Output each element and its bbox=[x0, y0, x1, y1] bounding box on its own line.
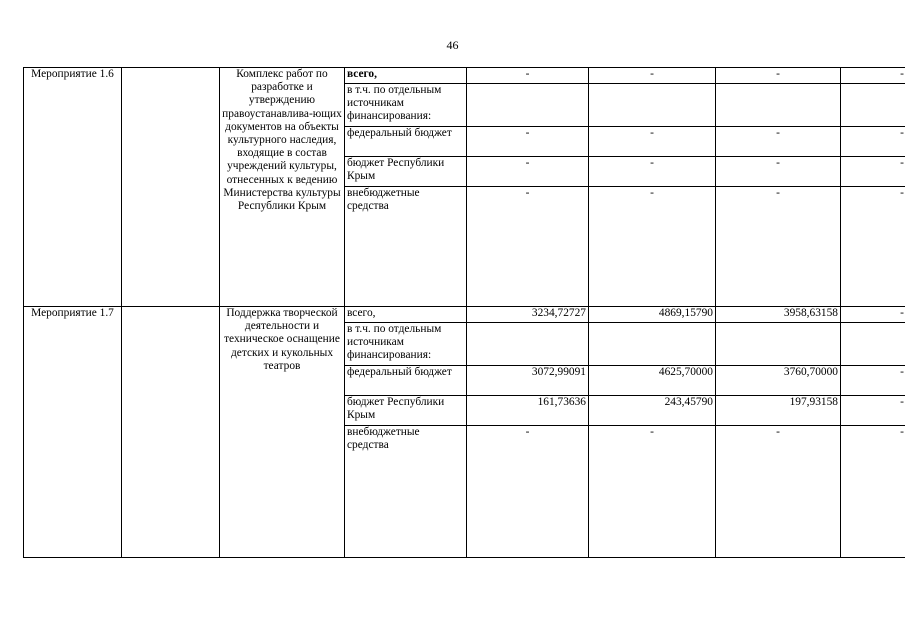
value-cell: - bbox=[716, 157, 841, 187]
value-cell: - bbox=[841, 127, 905, 157]
value-cell: 161,73636 bbox=[467, 396, 589, 426]
value-cell: - bbox=[841, 68, 905, 84]
source-label: в т.ч. по отдельным источникам финансирования: bbox=[345, 84, 467, 127]
value-cell: - bbox=[841, 426, 905, 558]
source-label: бюджет Республики Крым bbox=[345, 157, 467, 187]
value-cell: - bbox=[589, 187, 716, 307]
empty-cell bbox=[122, 68, 220, 307]
value-cell bbox=[589, 323, 716, 366]
empty-cell bbox=[122, 307, 220, 558]
value-cell bbox=[716, 84, 841, 127]
value-cell: - bbox=[841, 157, 905, 187]
value-cell: 4625,70000 bbox=[589, 366, 716, 396]
value-cell: - bbox=[589, 127, 716, 157]
source-label: бюджет Республики Крым bbox=[345, 396, 467, 426]
value-cell bbox=[467, 323, 589, 366]
source-label: федеральный бюджет bbox=[345, 366, 467, 396]
value-cell: - bbox=[841, 366, 905, 396]
value-cell: 243,45790 bbox=[589, 396, 716, 426]
table-row bbox=[24, 307, 905, 323]
source-label: в т.ч. по отдельным источникам финансирования: bbox=[345, 323, 467, 366]
value-cell: - bbox=[841, 396, 905, 426]
value-cell: - bbox=[467, 127, 589, 157]
measure-id: Мероприятие 1.7 bbox=[24, 307, 122, 558]
measure-name: Поддержка творческой деятельности и техническое оснащение детских и кукольных театров bbox=[220, 307, 345, 558]
value-cell: 4869,15790 bbox=[589, 307, 716, 323]
source-label: внебюджетные средства bbox=[345, 426, 467, 558]
value-cell: 3072,99091 bbox=[467, 366, 589, 396]
measure-name: Комплекс работ по разработке и утверждению правоустанавлива-ющих документов на объекты культурного наследия, входящие в состав учреждений культуры, отнесенных к ведению Министерства культуры Республики Крым bbox=[220, 68, 345, 307]
value-cell bbox=[841, 84, 905, 127]
value-cell: - bbox=[467, 187, 589, 307]
value-cell: - bbox=[716, 68, 841, 84]
value-cell: 197,93158 bbox=[716, 396, 841, 426]
value-cell: - bbox=[716, 426, 841, 558]
value-cell: - bbox=[589, 157, 716, 187]
value-cell bbox=[467, 84, 589, 127]
source-label: всего, bbox=[345, 68, 467, 84]
budget-table bbox=[23, 67, 905, 558]
value-cell: 3234,72727 bbox=[467, 307, 589, 323]
value-cell: - bbox=[716, 187, 841, 307]
value-cell: - bbox=[841, 307, 905, 323]
value-cell bbox=[716, 323, 841, 366]
value-cell: - bbox=[467, 68, 589, 84]
value-cell: - bbox=[467, 157, 589, 187]
value-cell: 3958,63158 bbox=[716, 307, 841, 323]
page-number: 46 bbox=[446, 38, 459, 52]
source-label: всего, bbox=[345, 307, 467, 323]
value-cell bbox=[841, 323, 905, 366]
measure-id: Мероприятие 1.6 bbox=[24, 68, 122, 307]
source-label: внебюджетные средства bbox=[345, 187, 467, 307]
value-cell: - bbox=[841, 187, 905, 307]
value-cell bbox=[589, 84, 716, 127]
table-row bbox=[24, 68, 905, 84]
value-cell: - bbox=[589, 426, 716, 558]
value-cell: - bbox=[467, 426, 589, 558]
value-cell: - bbox=[716, 127, 841, 157]
value-cell: 3760,70000 bbox=[716, 366, 841, 396]
source-label: федеральный бюджет bbox=[345, 127, 467, 157]
value-cell: - bbox=[589, 68, 716, 84]
